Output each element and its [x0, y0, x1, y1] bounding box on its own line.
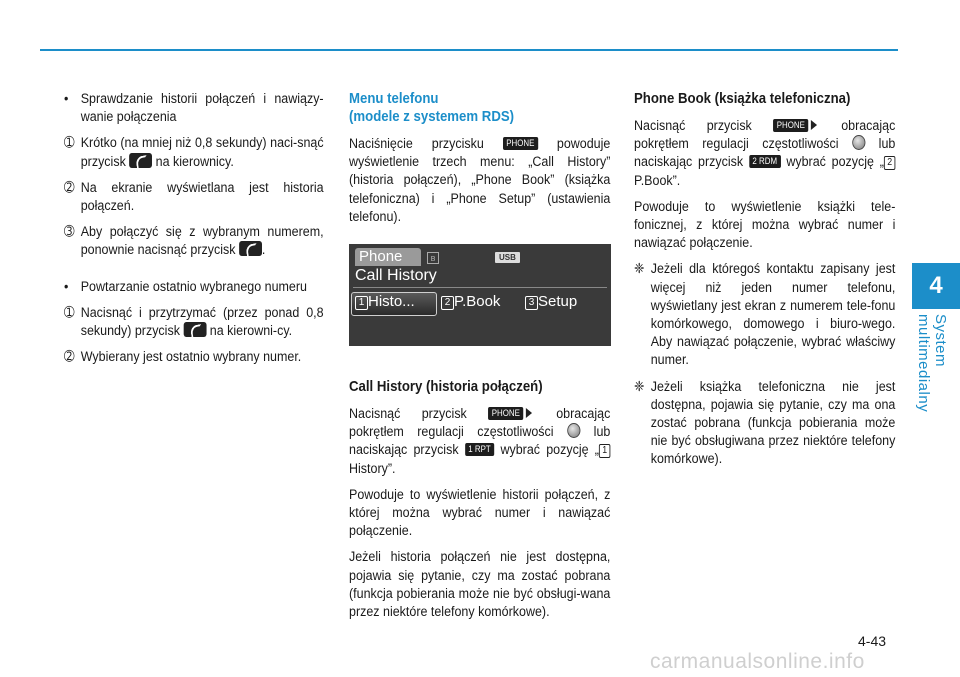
page-number: 4-43: [858, 633, 887, 649]
screen-divider: [353, 287, 607, 288]
arrow-right-icon: [811, 120, 817, 130]
bullet-history: • Sprawdzanie historii połączeń i nawiązy-wanie połączenia: [64, 91, 324, 126]
phone-menu-screen: [349, 244, 611, 346]
screen-tab: Phone: [355, 248, 421, 266]
usb-badge: USB: [495, 252, 520, 263]
column-1: [64, 90, 324, 374]
call-history-text-2: Powoduje to wyświetlenie historii połączeń, z której można wybrać numer i nawiązać połączenie.: [349, 486, 611, 540]
redial-step-2: ➁ Wybierany jest ostatnio wybrany numer.: [64, 349, 302, 366]
section-heading-phone-menu: Menu telefonu (modele z systemem RDS): [349, 90, 515, 125]
watermark: carmanualsonline.info: [650, 650, 865, 673]
rdm-key-badge: 2 RDM: [749, 155, 781, 168]
header-rule: [40, 49, 898, 51]
bluetooth-icon: ʙ: [427, 252, 439, 264]
call-button-icon: [183, 322, 206, 337]
chapter-title: System multimedialny: [915, 314, 949, 413]
phone-key-badge: PHONE: [488, 407, 523, 420]
step-3: ➂ Aby połączyć się z wybranym numerem, ponownie nacisnąć przycisk .: [64, 224, 324, 259]
screen-option-setup: 3 Setup: [525, 290, 577, 314]
redial-step-1: ➀ Nacisnąć i przytrzymać (przez ponad 0,8 sekundy) przycisk na kierowni-cy.: [64, 304, 324, 340]
tune-knob-icon: [852, 135, 865, 150]
number-box-1: 1: [599, 444, 610, 458]
call-history-text: Nacisnąć przycisk PHONE obracając pokrętłem regulacji częstotliwości lub naciskając przycisk 1 RPT wybrać pozycję „ 1 History”.: [349, 406, 611, 477]
call-history-text-3: Jeżeli historia połączeń nie jest dostępna, pojawia się pytanie, czy ma zostać pobrana (funkcja pobierania może nie być obsługi-wana przez niektóre telefony komórkowe).: [349, 549, 611, 621]
phone-book-text-2: Powoduje to wyświetlenie książki tele-fonicznej, z której można wybrać numer i nawiązać połączenie.: [634, 198, 896, 252]
tune-knob-icon: [567, 423, 580, 438]
phone-menu-text: Naciśnięcie przycisku PHONE powoduje wyświetlenie trzech menu: „Call History” (historia połączeń), „Phone Book” (książka telefoniczna) i „Phone Setup” (ustawienia telefonu).: [349, 136, 611, 225]
chapter-number: 4: [912, 263, 960, 309]
call-button-icon: [239, 241, 262, 256]
step-2: ➁ Na ekranie wyświetlana jest historia połączeń.: [64, 179, 324, 215]
screen-option-history: 1 Histo...: [355, 290, 415, 314]
note-1: ❈ Jeżeli dla któregoś kontaktu zapisany jest więcej niż jeden numer telefonu, wyświetlany jest ekran z numerem tele-fonu komórkowego, domowego i biuro-wego. Aby nawiązać połączenie, wybrać właściwy numer.: [634, 261, 896, 369]
phone-key-badge: PHONE: [773, 119, 808, 132]
bullet-redial: • Powtarzanie ostatnio wybranego numeru: [64, 278, 307, 295]
column-2: [349, 90, 610, 234]
section-heading-phone-book: Phone Book (książka telefoniczna): [634, 90, 851, 107]
call-button-icon: [129, 153, 152, 168]
column-2-lower: [349, 378, 610, 629]
rpt-key-badge: 1 RPT: [465, 443, 494, 456]
phone-book-text: Nacisnąć przycisk PHONE obracając pokrętłem regulacji częstotliwości lub naciskając przycisk 2 RDM wybrać pozycję „ 2 P.Book”.: [634, 118, 896, 189]
section-heading-call-history: Call History (historia połączeń): [349, 378, 543, 395]
column-3: [634, 90, 895, 477]
screen-title: Call History: [355, 267, 437, 284]
number-box-2: 2: [884, 156, 895, 170]
arrow-right-icon: [526, 408, 532, 418]
note-2: ❈ Jeżeli książka telefoniczna nie jest dostępna, pojawia się pytanie, czy ma ona zostać pobrana (funkcja pobierania może nie być obsługiwana przez niektóre telefony komórkowe).: [634, 378, 896, 468]
phone-key-badge: PHONE: [503, 137, 538, 150]
screen-option-phonebook: 2 P.Book: [441, 290, 500, 314]
step-1: ➀ Krótko (na mniej niż 0,8 sekundy) naci-snąć przycisk na kierownicy.: [64, 135, 324, 170]
